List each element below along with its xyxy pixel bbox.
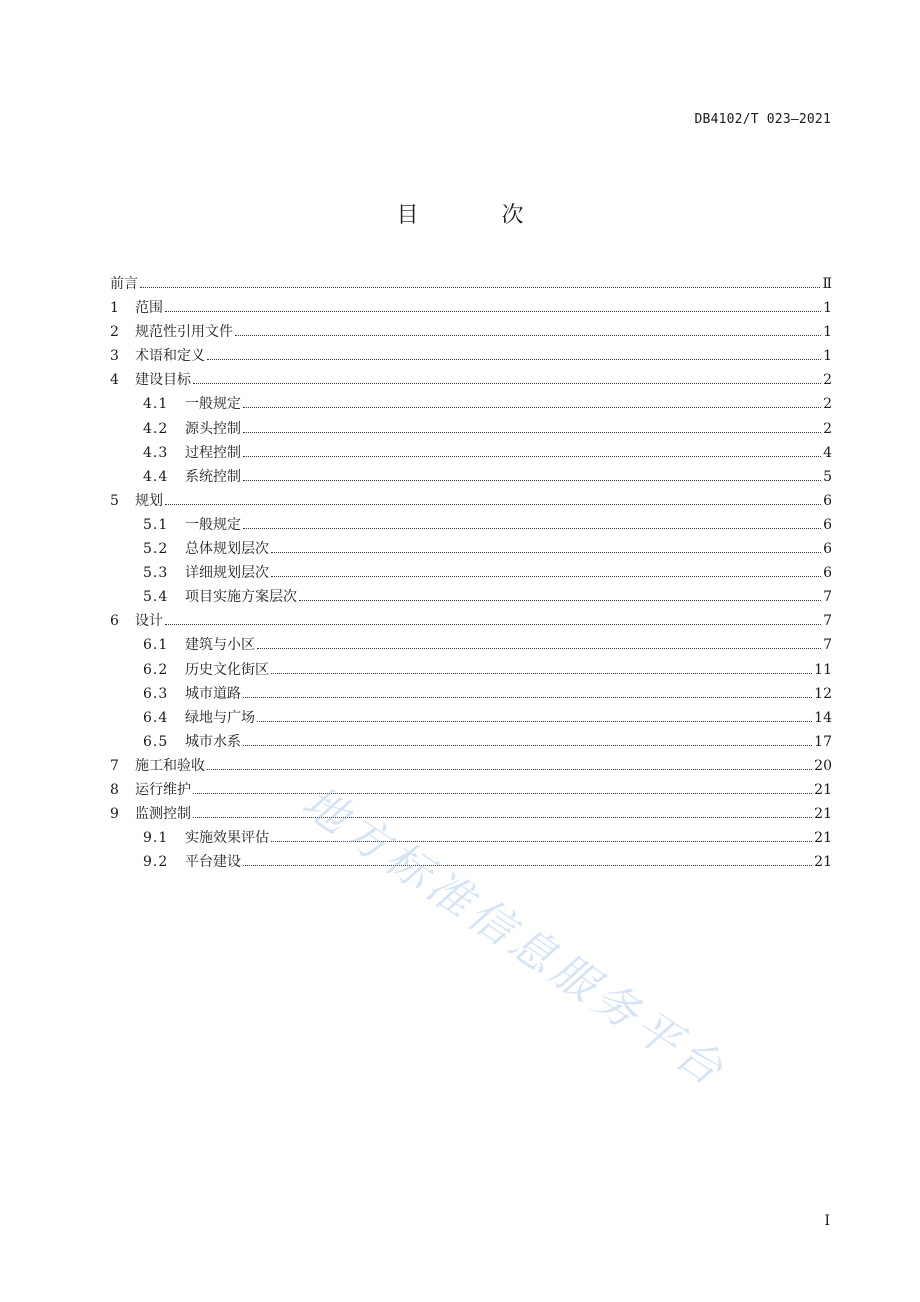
toc-entry-number: 6.1	[143, 637, 169, 654]
toc-entry-number: 7	[110, 757, 119, 774]
toc-leader-dots	[193, 816, 812, 818]
toc-entry-title: 前言	[110, 276, 138, 292]
toc-entry-page: 12	[814, 685, 832, 702]
toc-leader-dots	[271, 840, 812, 842]
toc-entry-page: 6	[823, 492, 832, 509]
toc-entry-page: 2	[823, 372, 832, 389]
toc-entry-title: 运行维护	[135, 781, 191, 798]
toc-entry-page: 6	[823, 516, 832, 533]
toc-entry-title: 平台建设	[185, 854, 241, 871]
toc-entry-page: 11	[814, 661, 832, 678]
toc-entry-number: 5	[110, 492, 119, 509]
toc-entry[interactable]	[110, 850, 832, 874]
toc-entry-title: 术语和定义	[135, 348, 205, 365]
toc-entry[interactable]	[110, 754, 832, 778]
toc-entry-title: 实施效果评估	[185, 830, 269, 847]
toc-leader-dots	[165, 623, 821, 625]
toc-entry-title: 城市水系	[185, 733, 241, 750]
toc-entry-number: 6.5	[143, 733, 169, 750]
toc-entry[interactable]	[110, 344, 832, 368]
toc-entry-title: 详细规划层次	[185, 565, 269, 582]
toc-entry-number: 9	[110, 806, 119, 823]
toc-leader-dots	[271, 575, 821, 577]
toc-leader-dots	[271, 551, 821, 553]
toc-entry-title: 一般规定	[185, 396, 241, 413]
toc-entry[interactable]	[110, 441, 832, 465]
toc-entry-page: 2	[823, 396, 832, 413]
toc-leader-dots	[165, 503, 821, 505]
toc-entry-page: 21	[814, 830, 832, 847]
toc-entry-number: 1	[110, 300, 119, 317]
toc-entry-number: 6	[110, 613, 119, 630]
toc-entry-title: 历史文化街区	[185, 661, 269, 678]
toc-entry-number: 9.1	[143, 830, 169, 847]
toc-entry[interactable]	[110, 802, 832, 826]
toc-entry[interactable]	[110, 826, 832, 850]
page-number: I	[824, 1213, 830, 1229]
toc-entry[interactable]	[110, 272, 832, 296]
toc-entry[interactable]	[110, 417, 832, 441]
toc-entry-number: 6.4	[143, 709, 169, 726]
toc-entry-page: Ⅱ	[822, 276, 832, 292]
toc-entry-title: 范围	[135, 300, 163, 317]
toc-entry-page: 7	[823, 589, 832, 606]
toc-entry-page: 4	[823, 444, 832, 461]
toc-entry-number: 3	[110, 348, 119, 365]
toc-entry-title: 规划	[135, 492, 163, 509]
toc-entry-title: 建设目标	[135, 372, 191, 389]
toc-leader-dots	[243, 744, 812, 746]
toc-entry-title: 一般规定	[185, 516, 241, 533]
toc-entry[interactable]	[110, 682, 832, 706]
toc-leader-dots	[243, 455, 821, 457]
toc-entry-title: 监测控制	[135, 806, 191, 823]
toc-entry[interactable]	[110, 658, 832, 682]
toc-entry[interactable]	[110, 609, 832, 633]
page-title: 目 次	[396, 203, 562, 228]
toc-entry-page: 1	[823, 324, 832, 341]
toc-leader-dots	[243, 527, 821, 529]
toc-entry-number: 9.2	[143, 854, 169, 871]
toc-leader-dots	[193, 792, 812, 794]
toc-entry[interactable]	[110, 633, 832, 657]
toc-entry[interactable]	[110, 537, 832, 561]
toc-entry-number: 5.1	[143, 516, 169, 533]
toc-entry[interactable]	[110, 585, 832, 609]
toc-entry-number: 5.2	[143, 541, 169, 558]
table-of-contents	[110, 272, 832, 874]
toc-entry-title: 规范性引用文件	[135, 324, 233, 341]
toc-entry[interactable]	[110, 778, 832, 802]
toc-entry-number: 4.3	[143, 444, 169, 461]
toc-entry-page: 5	[823, 468, 832, 485]
toc-entry-number: 5.4	[143, 589, 169, 606]
toc-leader-dots	[165, 310, 821, 312]
toc-leader-dots	[243, 696, 812, 698]
toc-entry[interactable]	[110, 706, 832, 730]
toc-entry[interactable]	[110, 489, 832, 513]
toc-entry[interactable]	[110, 465, 832, 489]
document-code: DB4102/T 023—2021	[694, 112, 831, 127]
toc-entry-number: 4.4	[143, 468, 169, 485]
toc-entry-page: 14	[814, 709, 832, 726]
toc-entry[interactable]	[110, 368, 832, 392]
toc-entry-page: 7	[823, 613, 832, 630]
toc-entry-page: 21	[814, 806, 832, 823]
toc-entry-title: 系统控制	[185, 468, 241, 485]
toc-leader-dots	[243, 864, 812, 866]
toc-entry-title: 项目实施方案层次	[185, 589, 297, 606]
toc-entry-title: 绿地与广场	[185, 709, 255, 726]
toc-leader-dots	[207, 358, 821, 360]
toc-entry-title: 建筑与小区	[185, 637, 255, 654]
toc-entry-title: 过程控制	[185, 444, 241, 461]
toc-leader-dots	[193, 382, 821, 384]
toc-entry-title: 设计	[135, 613, 163, 630]
toc-entry-title: 施工和验收	[135, 757, 205, 774]
toc-leader-dots	[243, 431, 821, 433]
toc-entry-page: 21	[814, 781, 832, 798]
toc-entry-number: 4.2	[143, 420, 169, 437]
toc-leader-dots	[207, 768, 812, 770]
toc-entry[interactable]	[110, 296, 832, 320]
toc-leader-dots	[140, 286, 820, 288]
toc-entry[interactable]	[110, 320, 832, 344]
toc-entry-title: 总体规划层次	[185, 541, 269, 558]
toc-entry-number: 6.3	[143, 685, 169, 702]
toc-entry-number: 2	[110, 324, 119, 341]
toc-entry-number: 6.2	[143, 661, 169, 678]
toc-entry-page: 20	[814, 757, 832, 774]
toc-entry-title: 源头控制	[185, 420, 241, 437]
toc-entry[interactable]	[110, 513, 832, 537]
toc-entry-page: 1	[823, 300, 832, 317]
toc-entry-page: 7	[823, 637, 832, 654]
toc-leader-dots	[235, 334, 821, 336]
toc-entry[interactable]	[110, 730, 832, 754]
toc-entry-page: 17	[814, 733, 832, 750]
toc-entry-number: 5.3	[143, 565, 169, 582]
toc-leader-dots	[243, 479, 821, 481]
toc-entry-page: 2	[823, 420, 832, 437]
toc-leader-dots	[299, 599, 821, 601]
toc-entry[interactable]	[110, 392, 832, 416]
toc-entry-number: 8	[110, 781, 119, 798]
toc-entry-number: 4.1	[143, 396, 169, 413]
watermark: 地方标准信息服务平台	[292, 776, 736, 1099]
toc-leader-dots	[271, 672, 812, 674]
toc-entry-page: 6	[823, 565, 832, 582]
toc-entry-page: 6	[823, 541, 832, 558]
toc-leader-dots	[243, 406, 821, 408]
toc-entry-page: 21	[814, 854, 832, 871]
toc-entry-page: 1	[823, 348, 832, 365]
toc-entry-title: 城市道路	[185, 685, 241, 702]
toc-entry[interactable]	[110, 561, 832, 585]
toc-leader-dots	[257, 720, 812, 722]
toc-leader-dots	[257, 647, 821, 649]
toc-entry-number: 4	[110, 372, 119, 389]
